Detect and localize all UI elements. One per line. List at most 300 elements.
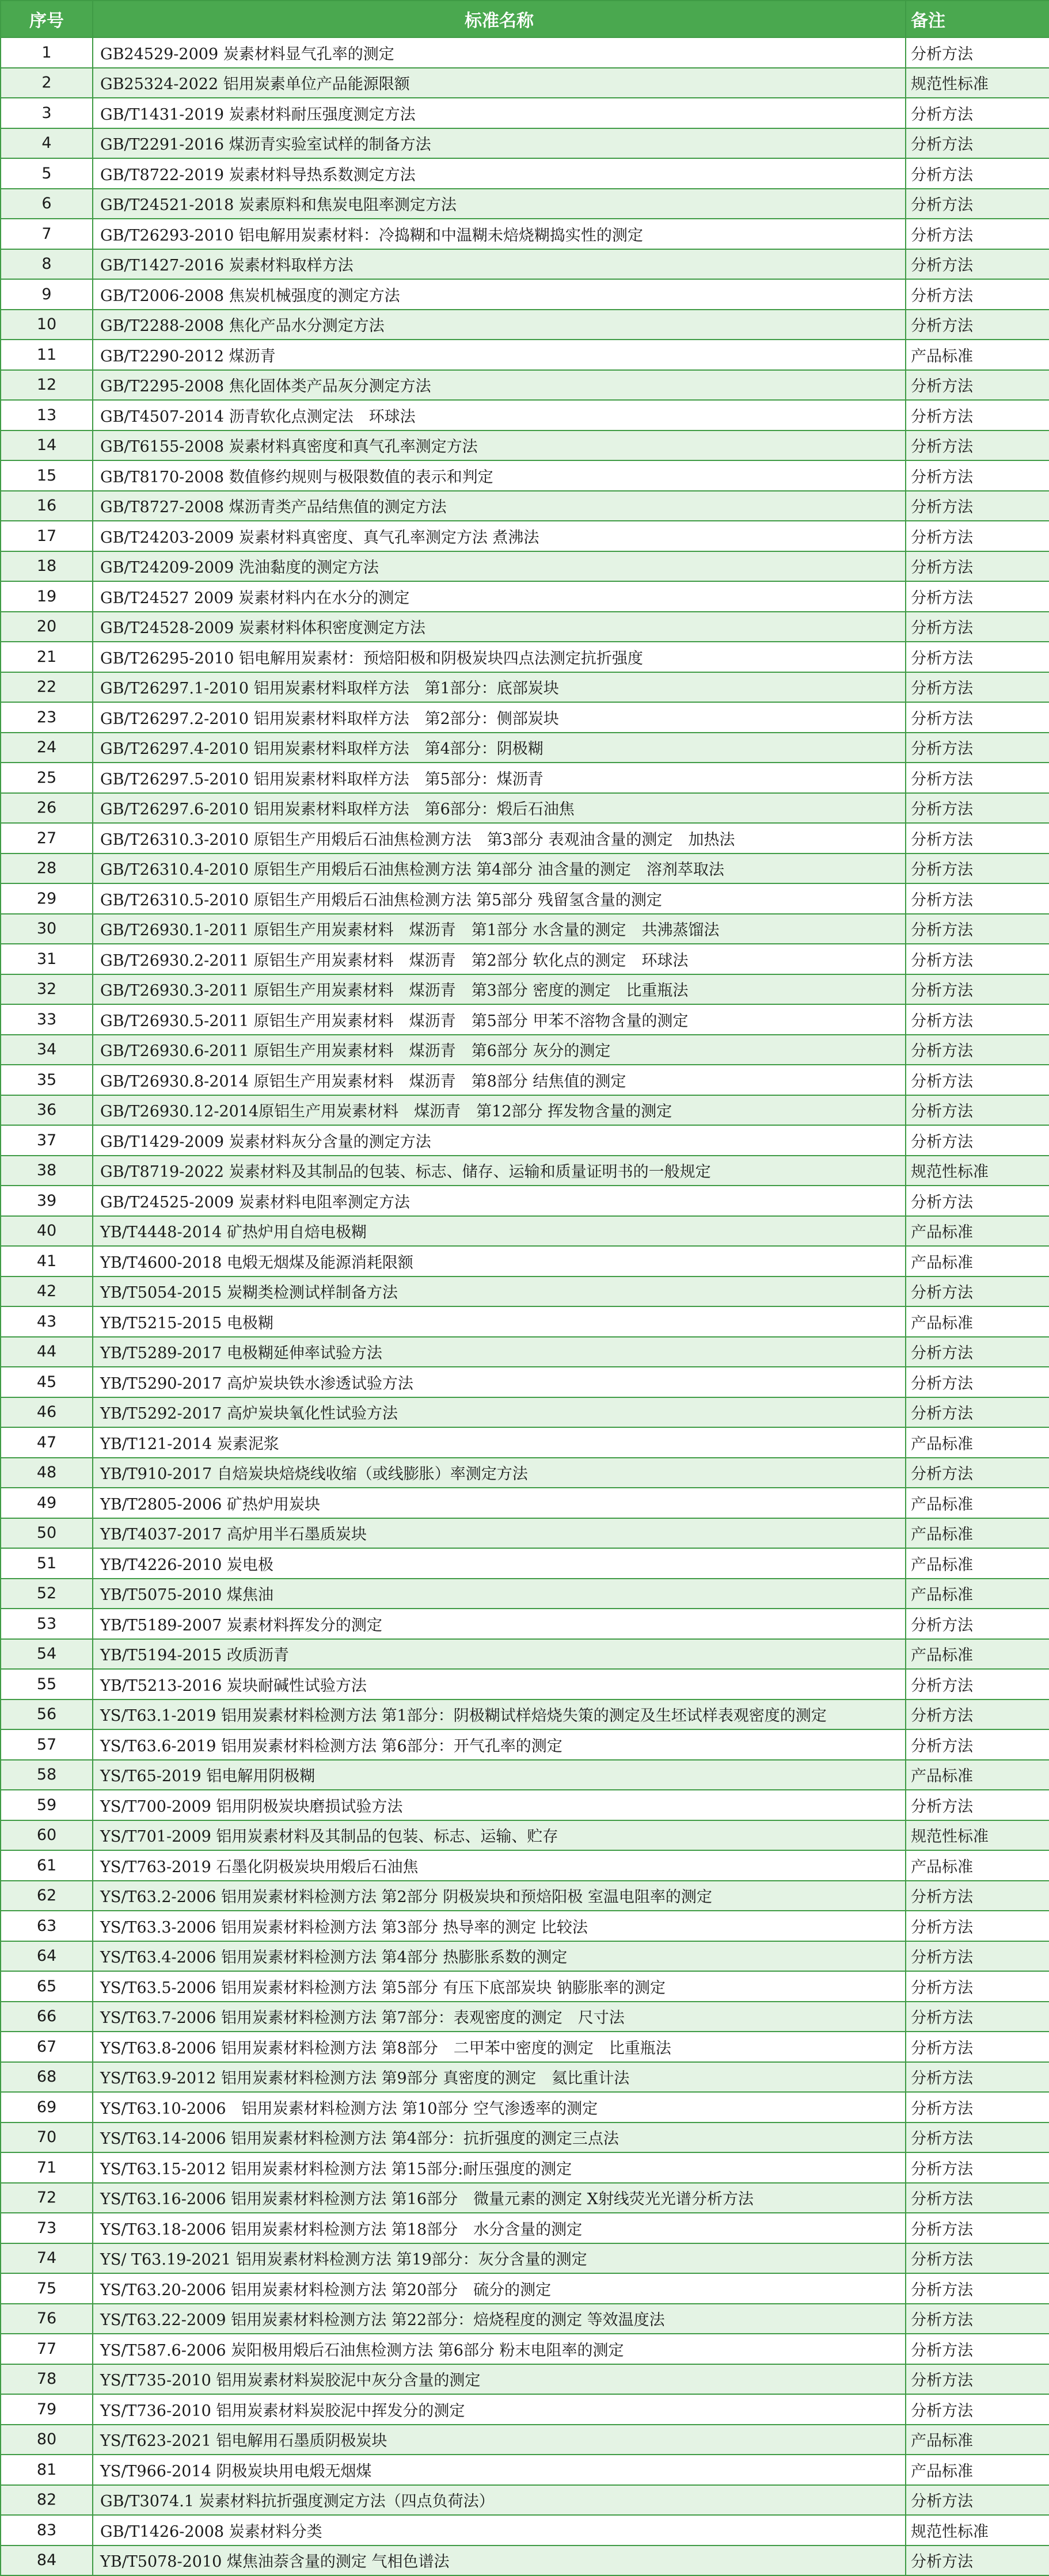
row-remark: 分析方法 <box>906 249 1049 280</box>
row-index: 47 <box>1 1427 93 1458</box>
row-remark: 分析方法 <box>906 2485 1049 2516</box>
row-standard-name: GB/T26297.5-2010 铝用炭素材料取样方法 第5部分：煤沥青 <box>93 763 906 793</box>
row-index: 71 <box>1 2152 93 2183</box>
row-index: 8 <box>1 249 93 280</box>
row-remark: 分析方法 <box>906 1669 1049 1699</box>
header-name: 标准名称 <box>93 1 906 37</box>
row-index: 43 <box>1 1306 93 1337</box>
row-remark: 分析方法 <box>906 2032 1049 2062</box>
row-standard-name: GB/T26297.4-2010 铝用炭素材料取样方法 第4部分：阴极糊 <box>93 733 906 763</box>
table-row <box>1 1669 1049 1699</box>
table-row <box>1 1850 1049 1881</box>
row-remark: 产品标准 <box>906 1760 1049 1790</box>
row-standard-name: GB/T24521-2018 炭素原料和焦炭电阻率测定方法 <box>93 189 906 219</box>
row-index: 34 <box>1 1035 93 1065</box>
table-row <box>1 249 1049 280</box>
row-standard-name: YS/T65-2019 铝电解用阴极糊 <box>93 1760 906 1790</box>
table-row <box>1 460 1049 491</box>
row-remark: 产品标准 <box>906 1246 1049 1276</box>
row-index: 20 <box>1 612 93 642</box>
row-index: 84 <box>1 2545 93 2576</box>
row-standard-name: YS/T63.10-2006 铝用炭素材料检测方法 第10部分 空气渗透率的测定 <box>93 2092 906 2122</box>
row-standard-name: YB/T5290-2017 高炉炭块铁水渗透试验方法 <box>93 1367 906 1397</box>
row-standard-name: YS/T63.22-2009 铝用炭素材料检测方法 第22部分：焙烧程度的测定 等效温度法 <box>93 2304 906 2334</box>
row-standard-name: YS/T63.9-2012 铝用炭素材料检测方法 第9部分 真密度的测定 氦比重计法 <box>93 2062 906 2093</box>
row-index: 80 <box>1 2425 93 2455</box>
table-row <box>1 37 1049 68</box>
row-standard-name: YS/T63.2-2006 铝用炭素材料检测方法 第2部分 阴极炭块和预焙阳极 室温电阻率的测定 <box>93 1881 906 1911</box>
row-index: 70 <box>1 2122 93 2153</box>
row-standard-name: YS/T736-2010 铝用炭素材料炭胶泥中挥发分的测定 <box>93 2394 906 2425</box>
row-index: 29 <box>1 883 93 914</box>
row-standard-name: GB/T8719-2022 炭素材料及其制品的包装、标志、储存、运输和质量证明书的一般规定 <box>93 1156 906 1186</box>
row-index: 76 <box>1 2304 93 2334</box>
row-remark: 分析方法 <box>906 914 1049 944</box>
table-body <box>1 37 1049 2575</box>
table-row <box>1 2364 1049 2395</box>
row-index: 63 <box>1 1911 93 1941</box>
table-row <box>1 158 1049 189</box>
row-index: 15 <box>1 460 93 491</box>
row-remark: 分析方法 <box>906 2092 1049 2122</box>
row-remark: 分析方法 <box>906 974 1049 1005</box>
row-remark: 分析方法 <box>906 1367 1049 1397</box>
table-row <box>1 2425 1049 2455</box>
row-standard-name: GB/T26930.1-2011 原铝生产用炭素材料 煤沥青 第1部分 水含量的测定 共沸蒸馏法 <box>93 914 906 944</box>
row-index: 50 <box>1 1518 93 1549</box>
row-standard-name: YS/T701-2009 铝用炭素材料及其制品的包装、标志、运输、贮存 <box>93 1820 906 1851</box>
row-standard-name: YB/T121-2014 炭素泥浆 <box>93 1427 906 1458</box>
row-index: 81 <box>1 2455 93 2485</box>
row-standard-name: YS/ T63.19-2021 铝用炭素材料检测方法 第19部分：灰分含量的测定 <box>93 2243 906 2274</box>
table-row <box>1 2152 1049 2183</box>
table-row <box>1 1246 1049 1276</box>
row-remark: 产品标准 <box>906 1427 1049 1458</box>
row-index: 68 <box>1 2062 93 2093</box>
row-standard-name: YS/T63.20-2006 铝用炭素材料检测方法 第20部分 硫分的测定 <box>93 2273 906 2304</box>
table-row <box>1 1035 1049 1065</box>
row-remark: 规范性标准 <box>906 2515 1049 2545</box>
table-row <box>1 2122 1049 2153</box>
row-index: 59 <box>1 1790 93 1820</box>
row-index: 21 <box>1 642 93 672</box>
row-standard-name: YS/T623-2021 铝电解用石墨质阴极炭块 <box>93 2425 906 2455</box>
row-standard-name: YB/T5289-2017 电极糊延伸率试验方法 <box>93 1337 906 1367</box>
table-row <box>1 370 1049 401</box>
row-index: 48 <box>1 1458 93 1488</box>
row-index: 77 <box>1 2334 93 2364</box>
table-row <box>1 2485 1049 2516</box>
row-remark: 产品标准 <box>906 1306 1049 1337</box>
row-remark: 规范性标准 <box>906 68 1049 98</box>
row-remark: 分析方法 <box>906 219 1049 249</box>
row-standard-name: YS/T63.18-2006 铝用炭素材料检测方法 第18部分 水分含量的测定 <box>93 2213 906 2243</box>
row-index: 14 <box>1 430 93 461</box>
row-standard-name: GB/T2291-2016 煤沥青实验室试样的制备方法 <box>93 128 906 159</box>
table-row <box>1 1004 1049 1035</box>
table-row <box>1 612 1049 642</box>
table-row <box>1 2273 1049 2304</box>
row-remark: 分析方法 <box>906 460 1049 491</box>
row-standard-name: GB/T3074.1 炭素材料抗折强度测定方法（四点负荷法） <box>93 2485 906 2516</box>
row-remark: 分析方法 <box>906 2183 1049 2213</box>
row-remark: 产品标准 <box>906 1518 1049 1549</box>
table-row <box>1 400 1049 430</box>
row-remark: 分析方法 <box>906 581 1049 612</box>
row-standard-name: GB/T26297.1-2010 铝用炭素材料取样方法 第1部分：底部炭块 <box>93 672 906 703</box>
row-remark: 产品标准 <box>906 1850 1049 1881</box>
row-standard-name: YS/T63.14-2006 铝用炭素材料检测方法 第4部分：抗折强度的测定三点法 <box>93 2122 906 2153</box>
row-remark: 分析方法 <box>906 2334 1049 2364</box>
row-remark: 分析方法 <box>906 1186 1049 1216</box>
row-standard-name: YS/T587.6-2006 炭阳极用煅后石油焦检测方法 第6部分 粉末电阻率的测定 <box>93 2334 906 2364</box>
row-standard-name: GB/T24203-2009 炭素材料真密度、真气孔率测定方法 煮沸法 <box>93 521 906 551</box>
table-row <box>1 219 1049 249</box>
row-index: 41 <box>1 1246 93 1276</box>
row-standard-name: YS/T63.3-2006 铝用炭素材料检测方法 第3部分 热导率的测定 比较法 <box>93 1911 906 1941</box>
row-standard-name: GB/T26297.2-2010 铝用炭素材料取样方法 第2部分：侧部炭块 <box>93 702 906 733</box>
table-row <box>1 2032 1049 2062</box>
row-remark: 分析方法 <box>906 2304 1049 2334</box>
row-remark: 分析方法 <box>906 1941 1049 1972</box>
row-index: 30 <box>1 914 93 944</box>
row-index: 17 <box>1 521 93 551</box>
row-standard-name: YB/T5292-2017 高炉炭块氧化性试验方法 <box>93 1397 906 1428</box>
row-remark: 分析方法 <box>906 430 1049 461</box>
row-standard-name: YB/T4037-2017 高炉用半石墨质炭块 <box>93 1518 906 1549</box>
table-row <box>1 823 1049 853</box>
row-remark: 分析方法 <box>906 370 1049 401</box>
row-index: 23 <box>1 702 93 733</box>
header-index: 序号 <box>1 1 93 37</box>
row-index: 74 <box>1 2243 93 2274</box>
row-index: 32 <box>1 974 93 1005</box>
row-index: 6 <box>1 189 93 219</box>
row-standard-name: GB/T1426-2008 炭素材料分类 <box>93 2515 906 2545</box>
row-remark: 规范性标准 <box>906 1820 1049 1851</box>
table-row <box>1 98 1049 128</box>
row-remark: 产品标准 <box>906 1216 1049 1247</box>
row-standard-name: GB/T26930.5-2011 原铝生产用炭素材料 煤沥青 第5部分 甲苯不溶物含量的测定 <box>93 1004 906 1035</box>
row-index: 73 <box>1 2213 93 2243</box>
table-row <box>1 340 1049 370</box>
row-index: 49 <box>1 1488 93 1518</box>
row-index: 35 <box>1 1065 93 1095</box>
table-row <box>1 1971 1049 2002</box>
table-row <box>1 581 1049 612</box>
row-remark: 分析方法 <box>906 2364 1049 2395</box>
row-standard-name: GB/T2006-2008 焦炭机械强度的测定方法 <box>93 279 906 310</box>
row-index: 38 <box>1 1156 93 1186</box>
row-index: 65 <box>1 1971 93 2002</box>
table-row <box>1 128 1049 159</box>
row-standard-name: YS/T63.15-2012 铝用炭素材料检测方法 第15部分:耐压强度的测定 <box>93 2152 906 2183</box>
row-standard-name: YB/T5189-2007 炭素材料挥发分的测定 <box>93 1609 906 1639</box>
row-standard-name: YB/T4600-2018 电煅无烟煤及能源消耗限额 <box>93 1246 906 1276</box>
table-row <box>1 2243 1049 2274</box>
row-standard-name: GB/T2288-2008 焦化产品水分测定方法 <box>93 310 906 340</box>
row-index: 57 <box>1 1729 93 1760</box>
row-standard-name: YS/T63.1-2019 铝用炭素材料检测方法 第1部分：阴极糊试样焙烧失策的测定及生坯试样表观密度的测定 <box>93 1699 906 1730</box>
row-index: 4 <box>1 128 93 159</box>
row-standard-name: GB/T24528-2009 炭素材料体积密度测定方法 <box>93 612 906 642</box>
row-index: 24 <box>1 733 93 763</box>
row-index: 72 <box>1 2183 93 2213</box>
row-standard-name: GB/T26930.3-2011 原铝生产用炭素材料 煤沥青 第3部分 密度的测定 比重瓶法 <box>93 974 906 1005</box>
row-index: 60 <box>1 1820 93 1851</box>
row-remark: 产品标准 <box>906 1579 1049 1609</box>
row-remark: 分析方法 <box>906 672 1049 703</box>
row-standard-name: YB/T5075-2010 煤焦油 <box>93 1579 906 1609</box>
row-standard-name: GB/T8722-2019 炭素材料导热系数测定方法 <box>93 158 906 189</box>
table-row <box>1 68 1049 98</box>
row-index: 2 <box>1 68 93 98</box>
row-index: 25 <box>1 763 93 793</box>
row-index: 13 <box>1 400 93 430</box>
row-standard-name: YB/T5213-2016 炭块耐碱性试验方法 <box>93 1669 906 1699</box>
row-remark: 分析方法 <box>906 279 1049 310</box>
row-standard-name: GB/T26295-2010 铝电解用炭素材：预焙阳极和阴极炭块四点法测定抗折强度 <box>93 642 906 672</box>
table-row <box>1 310 1049 340</box>
row-standard-name: GB/T26297.6-2010 铝用炭素材料取样方法 第6部分：煅后石油焦 <box>93 793 906 824</box>
table-row <box>1 1427 1049 1458</box>
row-index: 40 <box>1 1216 93 1247</box>
row-index: 12 <box>1 370 93 401</box>
row-standard-name: GB/T6155-2008 炭素材料真密度和真气孔率测定方法 <box>93 430 906 461</box>
table-row <box>1 914 1049 944</box>
row-remark: 分析方法 <box>906 37 1049 68</box>
row-index: 53 <box>1 1609 93 1639</box>
row-index: 58 <box>1 1760 93 1790</box>
row-standard-name: GB/T4507-2014 沥青软化点测定法 环球法 <box>93 400 906 430</box>
row-standard-name: YB/T5054-2015 炭糊类检测试样制备方法 <box>93 1276 906 1307</box>
row-standard-name: GB/T26930.6-2011 原铝生产用炭素材料 煤沥青 第6部分 灰分的测定 <box>93 1035 906 1065</box>
row-standard-name: GB/T1431-2019 炭素材料耐压强度测定方法 <box>93 98 906 128</box>
row-index: 83 <box>1 2515 93 2545</box>
table-row <box>1 2183 1049 2213</box>
row-remark: 规范性标准 <box>906 1156 1049 1186</box>
row-index: 39 <box>1 1186 93 1216</box>
row-remark: 分析方法 <box>906 883 1049 914</box>
row-remark: 分析方法 <box>906 2062 1049 2093</box>
row-index: 75 <box>1 2273 93 2304</box>
row-remark: 产品标准 <box>906 1548 1049 1579</box>
row-standard-name: YB/T910-2017 自焙炭块焙烧线收缩（或线膨胀）率测定方法 <box>93 1458 906 1488</box>
row-index: 54 <box>1 1639 93 1670</box>
table-row <box>1 944 1049 974</box>
table-row <box>1 521 1049 551</box>
row-standard-name: GB24529-2009 炭素材料显气孔率的测定 <box>93 37 906 68</box>
row-standard-name: YB/T4226-2010 炭电极 <box>93 1548 906 1579</box>
row-index: 42 <box>1 1276 93 1307</box>
table-row <box>1 1095 1049 1126</box>
table-row <box>1 1548 1049 1579</box>
row-remark: 分析方法 <box>906 1609 1049 1639</box>
row-index: 1 <box>1 37 93 68</box>
row-standard-name: YB/T4448-2014 矿热炉用自焙电极糊 <box>93 1216 906 1247</box>
row-remark: 分析方法 <box>906 642 1049 672</box>
row-standard-name: GB/T1429-2009 炭素材料灰分含量的测定方法 <box>93 1125 906 1156</box>
table-row <box>1 2545 1049 2576</box>
row-remark: 分析方法 <box>906 1911 1049 1941</box>
table-row <box>1 672 1049 703</box>
table-row <box>1 1306 1049 1337</box>
row-standard-name: GB/T2290-2012 煤沥青 <box>93 340 906 370</box>
row-remark: 分析方法 <box>906 1337 1049 1367</box>
row-index: 37 <box>1 1125 93 1156</box>
table-row <box>1 1699 1049 1730</box>
row-remark: 分析方法 <box>906 189 1049 219</box>
row-index: 19 <box>1 581 93 612</box>
table-row <box>1 2002 1049 2032</box>
row-standard-name: GB/T26310.3-2010 原铝生产用煅后石油焦检测方法 第3部分 表观油含量的测定 加热法 <box>93 823 906 853</box>
row-remark: 产品标准 <box>906 340 1049 370</box>
row-index: 5 <box>1 158 93 189</box>
row-standard-name: GB/T26930.12-2014原铝生产用炭素材料 煤沥青 第12部分 挥发物含量的测定 <box>93 1095 906 1126</box>
table-row <box>1 853 1049 884</box>
row-standard-name: YB/T5078-2010 煤焦油萘含量的测定 气相色谱法 <box>93 2545 906 2576</box>
row-remark: 分析方法 <box>906 310 1049 340</box>
row-standard-name: GB/T24209-2009 洗油黏度的测定方法 <box>93 551 906 582</box>
row-remark: 分析方法 <box>906 702 1049 733</box>
row-index: 62 <box>1 1881 93 1911</box>
table-row <box>1 2304 1049 2334</box>
row-index: 31 <box>1 944 93 974</box>
row-remark: 分析方法 <box>906 491 1049 521</box>
table-row <box>1 1156 1049 1186</box>
row-index: 61 <box>1 1850 93 1881</box>
row-index: 78 <box>1 2364 93 2395</box>
row-standard-name: GB/T26293-2010 铝电解用炭素材料：冷捣糊和中温糊未焙烧糊捣实性的测定 <box>93 219 906 249</box>
row-standard-name: YS/T63.6-2019 铝用炭素材料检测方法 第6部分：开气孔率的测定 <box>93 1729 906 1760</box>
header-row <box>1 1 1049 37</box>
table-row <box>1 279 1049 310</box>
row-remark: 分析方法 <box>906 2002 1049 2032</box>
row-remark: 分析方法 <box>906 944 1049 974</box>
row-remark: 分析方法 <box>906 158 1049 189</box>
table-row <box>1 1065 1049 1095</box>
row-standard-name: GB/T26930.2-2011 原铝生产用炭素材料 煤沥青 第2部分 软化点的测定 环球法 <box>93 944 906 974</box>
row-remark: 分析方法 <box>906 2213 1049 2243</box>
row-remark: 分析方法 <box>906 1004 1049 1035</box>
row-remark: 分析方法 <box>906 612 1049 642</box>
row-standard-name: GB/T1427-2016 炭素材料取样方法 <box>93 249 906 280</box>
table-row <box>1 1337 1049 1367</box>
table-row <box>1 2062 1049 2093</box>
table-row <box>1 1911 1049 1941</box>
row-remark: 分析方法 <box>906 1458 1049 1488</box>
row-remark: 分析方法 <box>906 2152 1049 2183</box>
row-standard-name: YS/T63.8-2006 铝用炭素材料检测方法 第8部分 二甲苯中密度的测定 比重瓶法 <box>93 2032 906 2062</box>
row-remark: 分析方法 <box>906 98 1049 128</box>
row-index: 10 <box>1 310 93 340</box>
row-index: 46 <box>1 1397 93 1428</box>
table-row <box>1 793 1049 824</box>
row-remark: 产品标准 <box>906 1639 1049 1670</box>
row-remark: 产品标准 <box>906 2425 1049 2455</box>
row-standard-name: YS/T735-2010 铝用炭素材料炭胶泥中灰分含量的测定 <box>93 2364 906 2395</box>
row-index: 55 <box>1 1669 93 1699</box>
row-index: 33 <box>1 1004 93 1035</box>
table-row <box>1 1729 1049 1760</box>
row-remark: 分析方法 <box>906 1729 1049 1760</box>
row-remark: 分析方法 <box>906 2243 1049 2274</box>
row-remark: 分析方法 <box>906 1035 1049 1065</box>
row-index: 18 <box>1 551 93 582</box>
table-row <box>1 702 1049 733</box>
row-standard-name: YS/T700-2009 铝用阴极炭块磨损试验方法 <box>93 1790 906 1820</box>
table-row <box>1 2515 1049 2545</box>
row-index: 51 <box>1 1548 93 1579</box>
row-standard-name: YB/T2805-2006 矿热炉用炭块 <box>93 1488 906 1518</box>
row-standard-name: GB/T26930.8-2014 原铝生产用炭素材料 煤沥青 第8部分 结焦值的测定 <box>93 1065 906 1095</box>
table-row <box>1 1518 1049 1549</box>
table-row <box>1 189 1049 219</box>
row-standard-name: GB/T8170-2008 数值修约规则与极限数值的表示和判定 <box>93 460 906 491</box>
row-remark: 产品标准 <box>906 1488 1049 1518</box>
table-row <box>1 2455 1049 2485</box>
table-row <box>1 2394 1049 2425</box>
table-row <box>1 1820 1049 1851</box>
table-row <box>1 1186 1049 1216</box>
table-row <box>1 430 1049 461</box>
table-row <box>1 1125 1049 1156</box>
row-index: 27 <box>1 823 93 853</box>
row-remark: 分析方法 <box>906 1790 1049 1820</box>
row-index: 11 <box>1 340 93 370</box>
row-index: 67 <box>1 2032 93 2062</box>
row-standard-name: GB/T24525-2009 炭素材料电阻率测定方法 <box>93 1186 906 1216</box>
table-row <box>1 1458 1049 1488</box>
table-row <box>1 733 1049 763</box>
row-standard-name: YS/T63.4-2006 铝用炭素材料检测方法 第4部分 热膨胀系数的测定 <box>93 1941 906 1972</box>
row-index: 64 <box>1 1941 93 1972</box>
row-remark: 分析方法 <box>906 1699 1049 1730</box>
table-row <box>1 2334 1049 2364</box>
row-remark: 分析方法 <box>906 2122 1049 2153</box>
row-remark: 产品标准 <box>906 2455 1049 2485</box>
table-row <box>1 1216 1049 1247</box>
header-note: 备注 <box>906 1 1049 37</box>
row-remark: 分析方法 <box>906 1095 1049 1126</box>
table-row <box>1 763 1049 793</box>
row-standard-name: YS/T63.16-2006 铝用炭素材料检测方法 第16部分 微量元素的测定 X射线荧光光谱分析方法 <box>93 2183 906 2213</box>
table-row <box>1 642 1049 672</box>
row-standard-name: YS/T763-2019 石墨化阴极炭块用煅后石油焦 <box>93 1850 906 1881</box>
row-standard-name: GB/T8727-2008 煤沥青类产品结焦值的测定方法 <box>93 491 906 521</box>
row-index: 45 <box>1 1367 93 1397</box>
row-remark: 分析方法 <box>906 1971 1049 2002</box>
row-remark: 分析方法 <box>906 2273 1049 2304</box>
table-row <box>1 1941 1049 1972</box>
row-index: 7 <box>1 219 93 249</box>
row-remark: 分析方法 <box>906 1065 1049 1095</box>
row-standard-name: YS/T63.5-2006 铝用炭素材料检测方法 第5部分 有压下底部炭块 钠膨胀率的测定 <box>93 1971 906 2002</box>
row-index: 66 <box>1 2002 93 2032</box>
row-index: 28 <box>1 853 93 884</box>
row-remark: 分析方法 <box>906 853 1049 884</box>
row-standard-name: YS/T966-2014 阴极炭块用电煅无烟煤 <box>93 2455 906 2485</box>
table-row <box>1 491 1049 521</box>
row-index: 79 <box>1 2394 93 2425</box>
row-index: 44 <box>1 1337 93 1367</box>
row-remark: 分析方法 <box>906 521 1049 551</box>
row-remark: 分析方法 <box>906 128 1049 159</box>
table-row <box>1 1760 1049 1790</box>
row-standard-name: YB/T5194-2015 改质沥青 <box>93 1639 906 1670</box>
row-remark: 分析方法 <box>906 1397 1049 1428</box>
row-index: 69 <box>1 2092 93 2122</box>
